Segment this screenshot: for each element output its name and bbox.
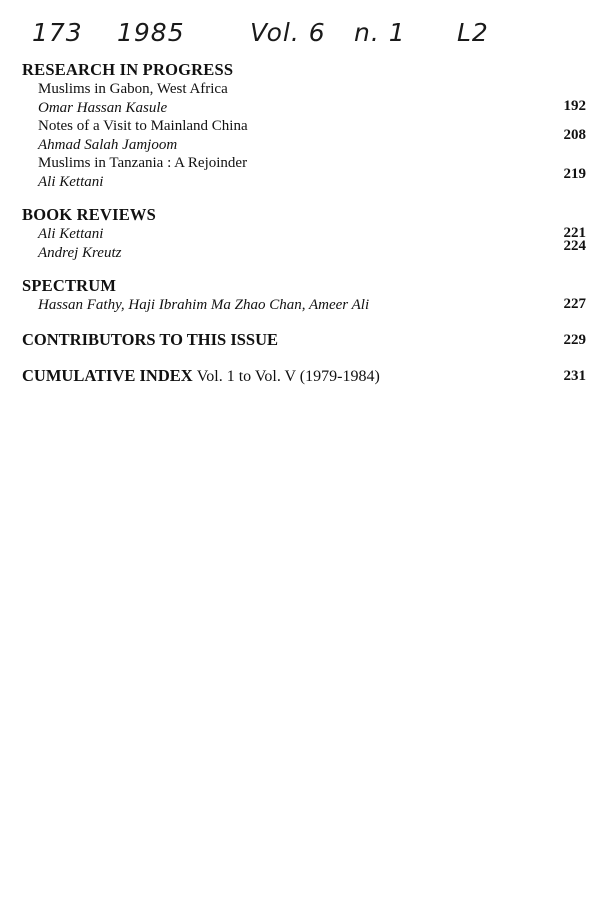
table-of-contents: [22, 60, 586, 402]
toc-entry: [22, 117, 586, 154]
section-heading: CONTRIBUTORS TO THIS ISSUE: [22, 329, 279, 349]
page-number: 208: [563, 127, 586, 143]
section-heading: RESEARCH IN PROGRESS: [22, 60, 234, 79]
article-title: Notes of a Visit to Mainland China: [38, 118, 248, 134]
contributors-row: [22, 329, 586, 351]
handwritten-issue: n. 1: [354, 18, 406, 47]
handwritten-volume: Vol. 6: [250, 18, 326, 47]
article-author: Ali Kettani: [38, 173, 104, 190]
toc-entry: [22, 80, 586, 117]
article-author: Omar Hassan Kasule: [38, 99, 168, 116]
page-number: 219: [563, 166, 586, 182]
handwritten-number: 173: [32, 18, 83, 47]
spectrum-authors: Hassan Fathy, Haji Ibrahim Ma Zhao Chan, Ameer Ali: [38, 297, 370, 313]
toc-entry: [22, 225, 586, 244]
article-title: Muslims in Gabon, West Africa: [38, 81, 228, 97]
page-number: 227: [563, 296, 586, 312]
toc-entry: [22, 296, 586, 315]
article-author: Ahmad Salah Jamjoom: [38, 136, 178, 153]
toc-entry: [22, 237, 586, 263]
page-number: 192: [563, 98, 586, 114]
page-number: 224: [563, 237, 586, 254]
section-cumulative-index: [22, 365, 586, 388]
handwritten-code: L2: [457, 18, 489, 47]
section-research-in-progress: [22, 60, 586, 191]
review-author: Ali Kettani: [38, 226, 104, 242]
section-contributors: [22, 329, 586, 351]
section-heading: SPECTRUM: [22, 276, 117, 295]
section-heading: BOOK REVIEWS: [22, 205, 156, 224]
handwritten-year: 1985: [117, 18, 185, 47]
section-heading: CUMULATIVE INDEX: [22, 365, 193, 385]
review-author: Andrej Kreutz: [38, 244, 122, 261]
section-spectrum: [22, 276, 586, 315]
section-book-reviews: [22, 205, 586, 262]
toc-entry: [22, 154, 586, 191]
page-number: 221: [563, 225, 586, 241]
page-number: 231: [563, 367, 586, 384]
article-title: Muslims in Tanzania : A Rejoinder: [38, 155, 248, 171]
index-row: [22, 365, 586, 388]
index-range: Vol. 1 to Vol. V (1979-1984): [196, 367, 380, 385]
handwritten-annotation: [32, 8, 532, 48]
page-number: 229: [563, 331, 586, 348]
